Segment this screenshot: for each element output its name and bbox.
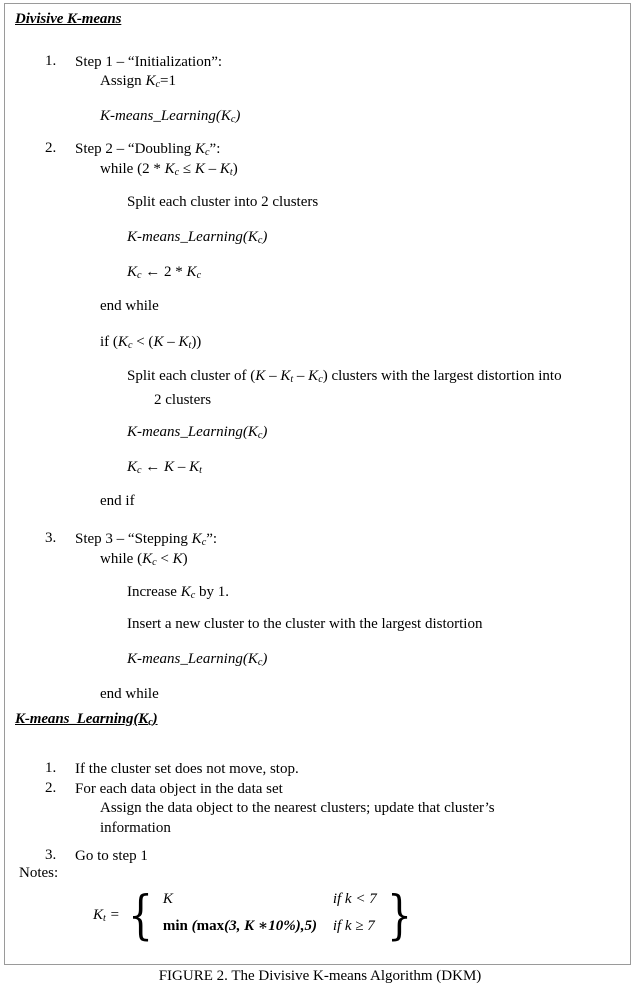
case-2-condition: if k ≥ 7 xyxy=(332,918,375,934)
figure-caption: FIGURE 2. The Divisive K-means Algorithm (DKM) xyxy=(158,968,482,984)
step-3-insert: Insert a new cluster to the cluster with the largest distortion xyxy=(127,616,483,632)
step-2-split: Split each cluster into 2 clusters xyxy=(127,194,319,210)
step-3-increase: Increase $K_c$ by 1. xyxy=(127,584,230,602)
step-2-if-split-wrap: 2 clusters xyxy=(154,392,212,409)
step-2-end-if: end if xyxy=(100,493,135,509)
step-2-title: Step 2 – “Doubling $K_c$”: xyxy=(75,141,221,159)
algorithm-box xyxy=(4,3,631,965)
step-2-learning-call: $K-means\_Learning(K_c)$ xyxy=(127,229,268,247)
step-2-update: $K_c$ ← $2 * K_c$ xyxy=(127,264,202,282)
case-1-value: K xyxy=(162,891,173,907)
step-1-assign: Assign $K_c=1$ xyxy=(100,73,176,91)
kmeans-learning-heading: $K-means\_Learning(K_c)$ xyxy=(15,711,158,729)
learning-step-3-text: Go to step 1 xyxy=(75,848,148,864)
right-brace-icon: } xyxy=(386,886,412,946)
learning-step-3-number: 3. xyxy=(45,847,57,863)
step-2-if-learning-call: $K-means\_Learning(K_c)$ xyxy=(127,424,268,442)
step-2-while-open: while $(2 * K_c \le K - K_t)$ xyxy=(100,161,238,179)
equation-case-row xyxy=(163,916,377,941)
step-1-title xyxy=(75,53,222,72)
learning-step-1-number: 1. xyxy=(45,760,57,776)
divisive-kmeans-heading xyxy=(15,11,121,28)
learning-step-1-text: If the cluster set does not move, stop. xyxy=(75,761,299,777)
step-2-if-split: Split each cluster of $(K - K_t - K_c)$ clusters with the largest distortion into 2 clusters xyxy=(127,366,627,411)
learning-assign-line-2: information xyxy=(100,820,171,836)
equation-lhs: $K_t$ = xyxy=(93,907,120,925)
case-2-value: min (max(3, K ∗10%),5) xyxy=(162,918,317,934)
step-3-number: 3. xyxy=(45,530,57,546)
step-2-number: 2. xyxy=(45,140,57,156)
step-3-end-while: end while xyxy=(100,686,159,702)
step-3-learning-call: $K-means\_Learning(K_c)$ xyxy=(127,651,268,669)
equation-case-row xyxy=(163,891,377,916)
kt-definition-equation xyxy=(93,886,416,946)
step-3-while-open: while $(K_c < K)$ xyxy=(100,551,188,569)
step-1-title-text: Step 1 – “Initialization”: xyxy=(75,54,223,70)
equation-cases xyxy=(157,891,383,941)
step-2-end-while: end while xyxy=(100,298,159,314)
step-1-number: 1. xyxy=(45,53,57,69)
learning-step-2-text: For each data object in the data set xyxy=(75,781,283,797)
learning-step-2-number: 2. xyxy=(45,780,57,796)
left-brace-icon: { xyxy=(127,886,153,946)
case-1-condition: if k < 7 xyxy=(332,891,377,907)
algorithm-content xyxy=(5,4,630,964)
learning-assign-line-1: Assign the data object to the nearest clusters; update that cluster’s xyxy=(100,800,495,816)
divisive-kmeans-heading-text: Divisive K-means xyxy=(15,11,122,27)
notes-label: Notes: xyxy=(19,865,59,881)
step-2-if-open: if $(K_c < (K - K_t))$ xyxy=(100,334,202,352)
step-1-learning-call: $K-means\_Learning(K_c)$ xyxy=(100,108,241,126)
step-2-if-update: $K_c$ ← K – $K_t$ xyxy=(127,459,202,477)
step-3-title: Step 3 – “Stepping $K_c$”: xyxy=(75,531,218,549)
